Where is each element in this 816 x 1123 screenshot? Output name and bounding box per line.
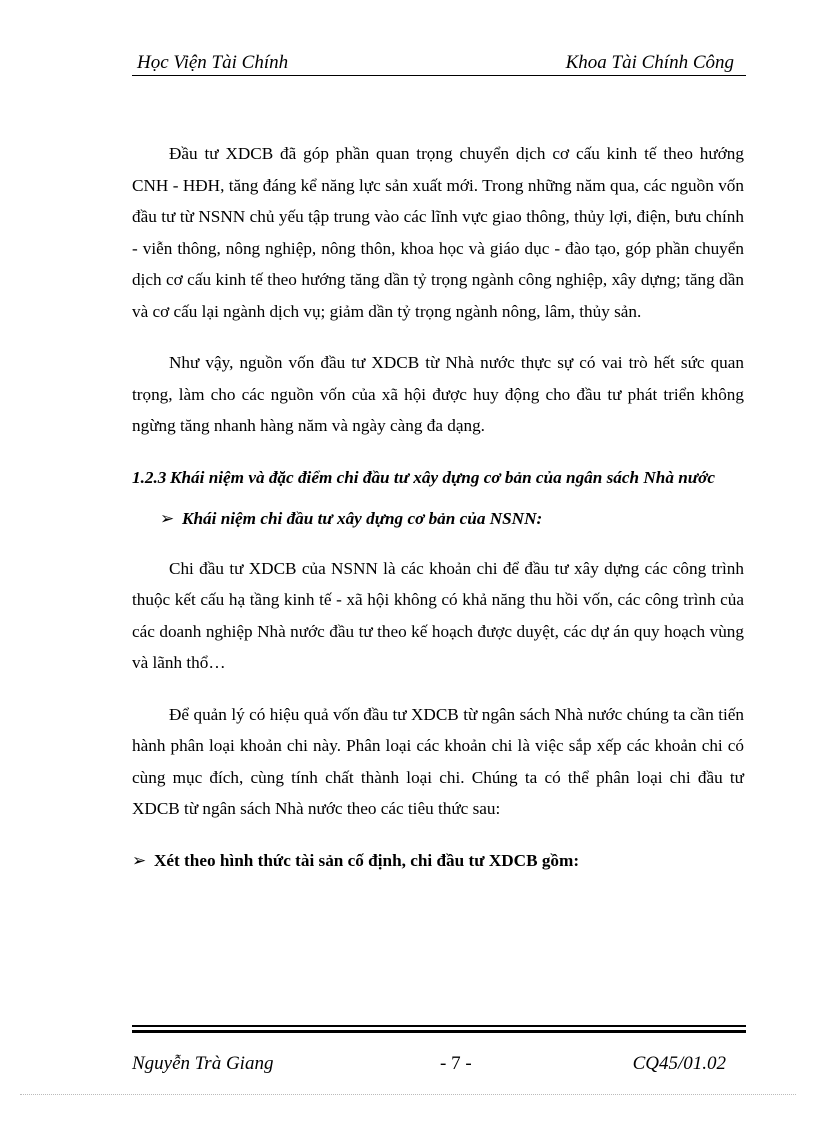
paragraph-2: Như vậy, nguồn vốn đầu tư XDCB từ Nhà nước thực sự có vai trò hết sức quan trọng, làm cho các nguồn vốn của xã hội được huy động cho đầu tư phát triển không ngừng tăng nhanh hàng năm và ngày càng đa dạng. (132, 353, 744, 435)
header-faculty: Khoa Tài Chính Công (565, 52, 734, 73)
arrow-bullet-icon: ➢ (132, 850, 147, 870)
footer-author: Nguyễn Trà Giang (132, 1053, 274, 1074)
header-institution: Học Viện Tài Chính (137, 52, 289, 73)
arrow-bullet-icon: ➢ (160, 509, 175, 528)
page-number: - 7 - (440, 1053, 472, 1074)
section-title: Khái niệm và đặc điểm chi đầu tư xây dựng cơ bản của ngân sách Nhà nước (170, 467, 715, 487)
footer-rule-thick (132, 1030, 746, 1033)
bullet-item-1 (160, 503, 744, 535)
paragraph-3: Chi đầu tư XDCB của NSNN là các khoản chi để đầu tư xây dựng các công trình thuộc kết cấu hạ tầng kinh tế - xã hội không có khả năng thu hồi vốn, các công trình của các doanh nghiệp Nhà nước đầu tư theo kế hoạch được duyệt, các dự án quy hoạch vùng và lãnh thổ… (132, 558, 744, 672)
paragraph-1: Đầu tư XDCB đã góp phần quan trọng chuyển dịch cơ cấu kinh tế theo hướng CNH - HĐH, tăng đáng kể năng lực sản xuất mới. Trong những năm qua, các nguồn vốn đầu tư từ NSNN chủ yếu tập trung vào các lĩnh vực giao thông, thủy lợi, điện, bưu chính - viễn thông, nông nghiệp, nông thôn, khoa học và giáo dục - đào tạo, góp phần chuyển dịch cơ cấu kinh tế theo hướng tăng dần tỷ trọng ngành công nghiệp, xây dựng; tăng dần và cơ cấu lại ngành dịch vụ; giảm dần tỷ trọng ngành nông, lâm, thủy sản. (132, 144, 744, 321)
footer-rule-thin (132, 1025, 746, 1027)
bullet-text-2: Xét theo hình thức tài sản cố định, chi đầu tư XDCB gồm: (154, 850, 580, 870)
bullet-text-1: Khái niệm chi đầu tư xây dựng cơ bản của NSNN: (182, 509, 543, 528)
header-rule (132, 75, 746, 76)
bullet-item-2 (132, 845, 744, 877)
section-number: 1.2.3 (132, 467, 167, 487)
page-body (132, 138, 744, 894)
footer-class-code: CQ45/01.02 (632, 1053, 726, 1074)
paragraph-4: Để quản lý có hiệu quả vốn đầu tư XDCB từ ngân sách Nhà nước chúng ta cần tiến hành phân loại khoản chi này. Phân loại các khoản chi là việc sắp xếp các khoản chi có cùng mục đích, cùng tính chất thành loại chi. Chúng ta có thể phân loại chi đầu tư XDCB từ ngân sách Nhà nước theo các tiêu thức sau: (132, 704, 744, 818)
page-edge-dots (20, 1094, 796, 1095)
section-heading (132, 462, 744, 494)
